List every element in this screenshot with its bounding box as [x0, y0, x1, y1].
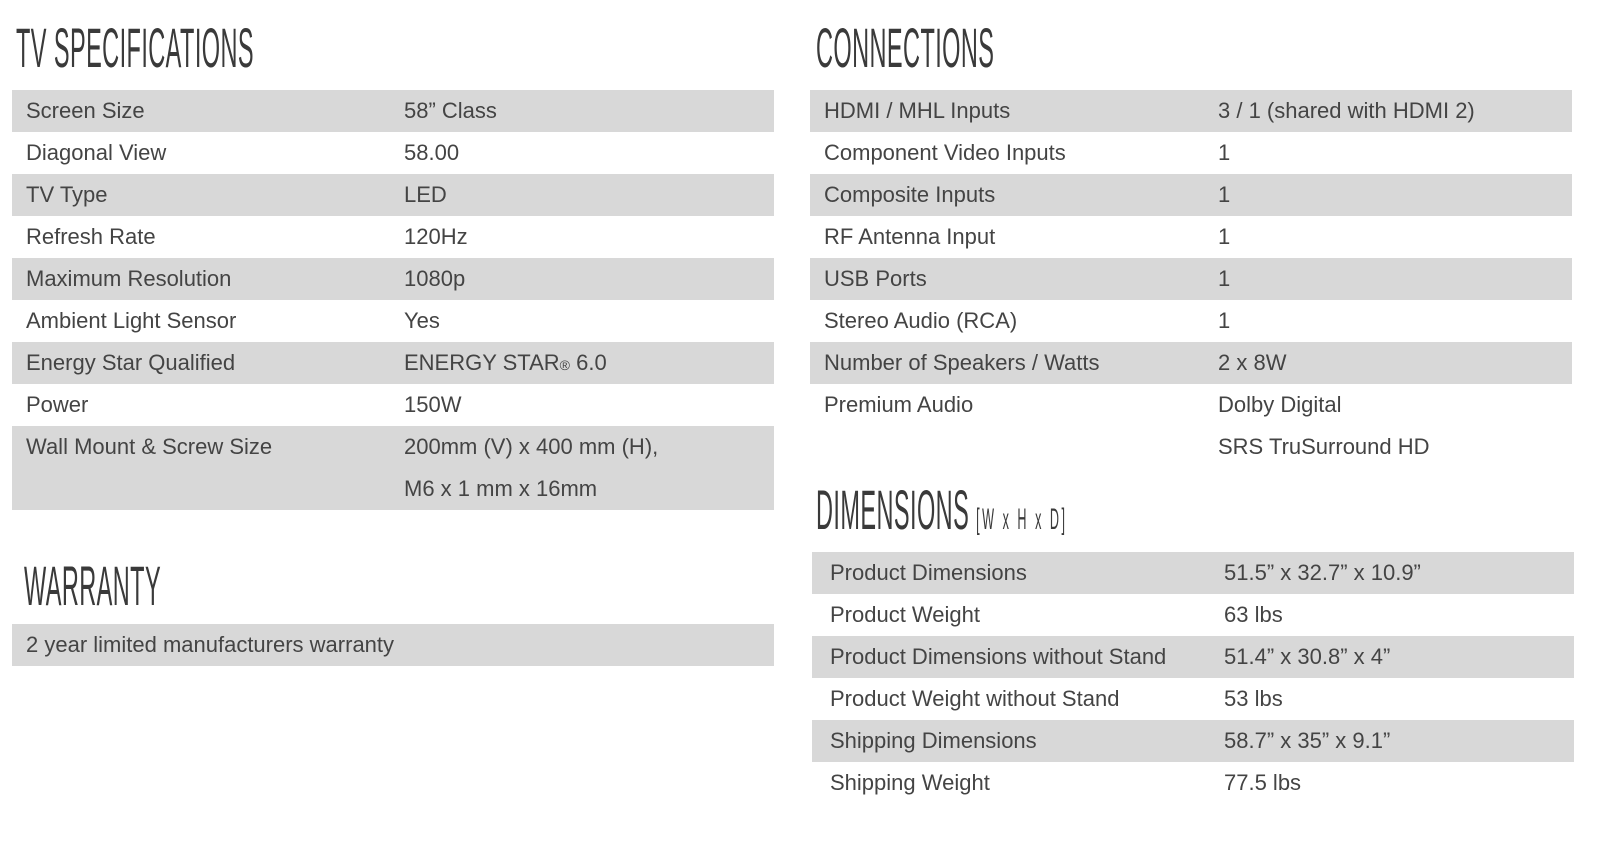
table-row [12, 300, 774, 342]
warranty-heading: WARRANTY [24, 554, 162, 617]
table-row [812, 762, 1574, 804]
spec-label: Product Dimensions without Stand [812, 636, 1210, 678]
spec-value: 1 [1204, 258, 1572, 300]
connections-heading: CONNECTIONS [816, 16, 995, 79]
table-row [810, 216, 1572, 258]
table-row [810, 426, 1572, 468]
spec-value: 1080p [390, 258, 774, 300]
spec-label: Number of Speakers / Watts [810, 342, 1204, 384]
table-row [12, 342, 774, 384]
spec-value: 2 x 8W [1204, 342, 1572, 384]
spec-label: Stereo Audio (RCA) [824, 308, 1018, 333]
table-row [812, 720, 1574, 762]
table-row [810, 384, 1572, 426]
spec-value-line2: M6 x 1 mm x 16mm [390, 468, 774, 510]
dimensions-heading [816, 478, 1068, 548]
spec-value [390, 342, 774, 384]
table-row [12, 132, 774, 174]
spec-value: 1 [1218, 224, 1231, 249]
table-row [12, 384, 774, 426]
spec-label: TV Type [12, 174, 390, 216]
spec-value: 1 [1218, 308, 1231, 333]
spec-value: 58” Class [390, 90, 774, 132]
spec-label: Product Weight [830, 602, 981, 627]
registered-mark: ® [559, 357, 570, 373]
spec-label: Power [26, 392, 89, 417]
spec-value: 58.00 [404, 140, 460, 165]
spec-label: Screen Size [12, 90, 390, 132]
spec-label: Premium Audio [824, 392, 974, 417]
table-row [810, 342, 1572, 384]
spec-value: 51.4” x 30.8” x 4” [1210, 636, 1574, 678]
spec-label: Diagonal View [26, 140, 167, 165]
table-row [12, 468, 774, 510]
spec-label: Ambient Light Sensor [26, 308, 237, 333]
tv-specifications-heading: TV SPECIFICATIONS [16, 16, 255, 79]
spec-value: Dolby Digital [1218, 392, 1342, 417]
table-row [12, 216, 774, 258]
table-row [812, 636, 1574, 678]
warranty-text: 2 year limited manufacturers warranty [12, 624, 774, 666]
spec-label: USB Ports [810, 258, 1204, 300]
spec-value: 53 lbs [1224, 686, 1283, 711]
spec-value: 3 / 1 (shared with HDMI 2) [1204, 90, 1572, 132]
spec-label: HDMI / MHL Inputs [810, 90, 1204, 132]
table-row [12, 174, 774, 216]
table-row [12, 624, 774, 666]
table-row [810, 174, 1572, 216]
table-row [810, 300, 1572, 342]
dimensions-table [812, 552, 1574, 804]
energy-star-text: ENERGY STAR [404, 350, 560, 375]
spec-label: Maximum Resolution [12, 258, 390, 300]
dimensions-title: DIMENSIONS [816, 478, 970, 541]
dimensions-subtitle: [W x H x D] [976, 503, 1068, 536]
table-row [810, 258, 1572, 300]
spec-value: 58.7” x 35” x 9.1” [1210, 720, 1574, 762]
spec-value: 120Hz [404, 224, 468, 249]
spec-value-line2: SRS TruSurround HD [1218, 434, 1430, 459]
energy-star-version: 6.0 [570, 350, 607, 375]
spec-label: Shipping Dimensions [812, 720, 1210, 762]
table-row [812, 552, 1574, 594]
spec-label: Composite Inputs [810, 174, 1204, 216]
spec-value: 51.5” x 32.7” x 10.9” [1210, 552, 1574, 594]
table-row [810, 132, 1572, 174]
table-row [12, 258, 774, 300]
spec-label: Product Weight without Stand [830, 686, 1120, 711]
table-row [12, 426, 774, 468]
spec-label-continued [810, 426, 1204, 468]
table-row [810, 90, 1572, 132]
spec-value: 63 lbs [1224, 602, 1283, 627]
spec-label: Wall Mount & Screw Size [12, 426, 390, 468]
spec-label: Shipping Weight [830, 770, 990, 795]
spec-label: Energy Star Qualified [12, 342, 390, 384]
spec-value: 77.5 lbs [1224, 770, 1302, 795]
spec-value: 1 [1204, 174, 1572, 216]
tv-specifications-table [12, 90, 774, 510]
spec-label: Product Dimensions [812, 552, 1210, 594]
spec-label: RF Antenna Input [824, 224, 996, 249]
table-row [12, 90, 774, 132]
spec-label: Refresh Rate [26, 224, 156, 249]
connections-table [810, 90, 1572, 468]
spec-value: 200mm (V) x 400 mm (H), [390, 426, 774, 468]
spec-value: LED [390, 174, 774, 216]
spec-label: Component Video Inputs [824, 140, 1066, 165]
spec-value: Yes [404, 308, 440, 333]
table-row [812, 594, 1574, 636]
spec-label-continued [12, 468, 390, 510]
warranty-table [12, 624, 774, 666]
table-row [812, 678, 1574, 720]
spec-value: 1 [1218, 140, 1231, 165]
spec-value: 150W [404, 392, 462, 417]
